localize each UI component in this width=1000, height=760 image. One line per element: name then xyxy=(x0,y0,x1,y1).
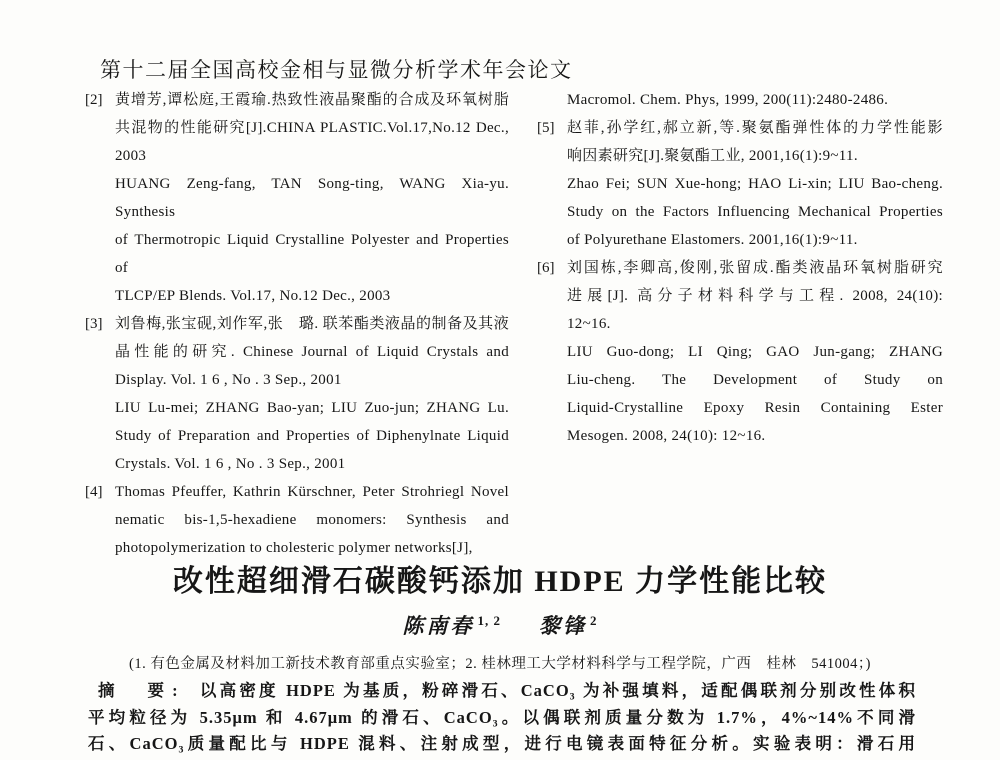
affiliation-line: (1. 有色金属及材料加工新技术教育部重点实验室；2. 桂林理工大学材料科学与工程学院，广西 桂林 541004；) xyxy=(129,656,871,672)
reference-line: of Thermotropic Liquid Crystalline Polyester and Properties of xyxy=(115,232,509,276)
reference-line: HUANG Zeng-fang, TAN Song-ting, WANG Xia-yu. Synthesis xyxy=(115,176,509,220)
reference-line: Zhao Fei; SUN Xue-hong; HAO Li-xin; LIU Bao-cheng. xyxy=(567,176,943,192)
reference-line: Study of Preparation and Properties of Diphenylnate Liquid xyxy=(115,428,509,444)
reference-entry xyxy=(537,254,943,450)
reference-line: Crystals. Vol. 1 6 , No . 3 Sep., 2001 xyxy=(115,456,346,472)
reference-line: 进展[J]. 高分子材料科学与工程. 2008, 24(10): xyxy=(567,288,943,304)
reference-number: [6] xyxy=(537,260,555,276)
reference-line: of Polyurethane Elastomers. 2001,16(1):9~11. xyxy=(567,232,858,248)
author-name-text: 黎锋 xyxy=(539,614,587,638)
reference-line: 刘鲁梅,张宝砚,刘作军,张 璐. 联苯酯类液晶的制备及其液 xyxy=(115,316,509,332)
author-name xyxy=(539,614,598,638)
reference-number: [5] xyxy=(537,120,555,136)
reference-line: 共混物的性能研究[J].CHINA PLASTIC.Vol.17,No.12 Dec., xyxy=(115,120,509,136)
reference-entry xyxy=(85,478,509,562)
reference-line: Liu-cheng. The Development of Study on xyxy=(567,372,943,388)
abstract-block xyxy=(88,678,916,758)
reference-line: 黄增芳,谭松庭,王霞瑜.热致性液晶聚酯的合成及环氧树脂 xyxy=(115,92,509,108)
abstract-line: 石、CaCO₃质量配比与 HDPE 混料、注射成型，进行电镜表面特征分析。实验表明：滑石用 xyxy=(88,734,916,753)
conference-running-head: 第十二届全国高校金相与显微分析学术年会论文 xyxy=(100,58,573,82)
reference-entry xyxy=(85,310,509,478)
reference-line: Thomas Pfeuffer, Kathrin Kürschner, Peter Strohriegl Novel xyxy=(115,484,509,500)
reference-line: photopolymerization to cholesteric polymer networks[J], xyxy=(115,540,473,556)
reference-line: LIU Lu-mei; ZHANG Bao-yan; LIU Zuo-jun; ZHANG Lu. xyxy=(115,400,509,416)
reference-line: TLCP/EP Blends. Vol.17, No.12 Dec., 2003 xyxy=(115,288,391,304)
article-title: 改性超细滑石碳酸钙添加 HDPE 力学性能比较 xyxy=(172,565,828,598)
reference-number: [3] xyxy=(85,316,103,332)
reference-line: 刘国栋,李卿高,俊刚,张留成.酯类液晶环氧树脂研究 xyxy=(567,260,943,276)
reference-line: Study on the Factors Influencing Mechanical Properties xyxy=(567,204,943,220)
abstract-label: 摘 要: xyxy=(98,681,184,700)
reference-line: 赵菲,孙学红,郝立新,等.聚氨酯弹性体的力学性能影 xyxy=(567,120,943,136)
author-affiliation-superscript: 1, 2 xyxy=(477,613,501,628)
reference-entry xyxy=(537,114,943,254)
reference-line: Mesogen. 2008, 24(10): 12~16. xyxy=(567,428,766,444)
reference-line: Liquid-Crystalline Epoxy Resin Containing Ester xyxy=(567,400,943,416)
reference-entry xyxy=(85,86,509,310)
reference-line: 响因素研究[J].聚氨酯工业, 2001,16(1):9~11. xyxy=(567,148,858,164)
reference-number: [4] xyxy=(85,484,103,500)
reference-line: 2003 xyxy=(115,148,147,164)
references-right-column xyxy=(537,86,943,562)
reference-line: Display. Vol. 1 6 , No . 3 Sep., 2001 xyxy=(115,372,342,388)
reference-line: nematic bis-1,5-hexadiene monomers: Synthesis and xyxy=(115,512,509,528)
reference-line: 晶性能的研究. Chinese Journal of Liquid Crystals and xyxy=(115,344,509,360)
abstract-line: 摘 要: 以高密度 HDPE 为基质，粉碎滑石、CaCO₃ 为补强填料，适配偶联剂分别改性体积 xyxy=(98,681,916,700)
reference-entry xyxy=(537,86,943,114)
abstract-line: 平均粒径为 5.35μm 和 4.67μm 的滑石、CaCO₃。以偶联剂质量分数为 1.7%，4%~14%不同滑 xyxy=(88,707,916,727)
reference-line: 12~16. xyxy=(567,316,611,332)
references-left-column xyxy=(85,86,509,562)
reference-line: LIU Guo-dong; LI Qing; GAO Jun-gang; ZHANG xyxy=(567,344,943,360)
references-section xyxy=(85,86,943,562)
reference-number: [2] xyxy=(85,92,103,108)
author-name xyxy=(403,614,502,638)
author-line xyxy=(0,610,1000,640)
author-name-text: 陈南春 xyxy=(402,614,475,638)
reference-line: Macromol. Chem. Phys, 1999, 200(11):2480-2486. xyxy=(567,92,889,108)
author-affiliation-superscript: 2 xyxy=(590,613,598,628)
